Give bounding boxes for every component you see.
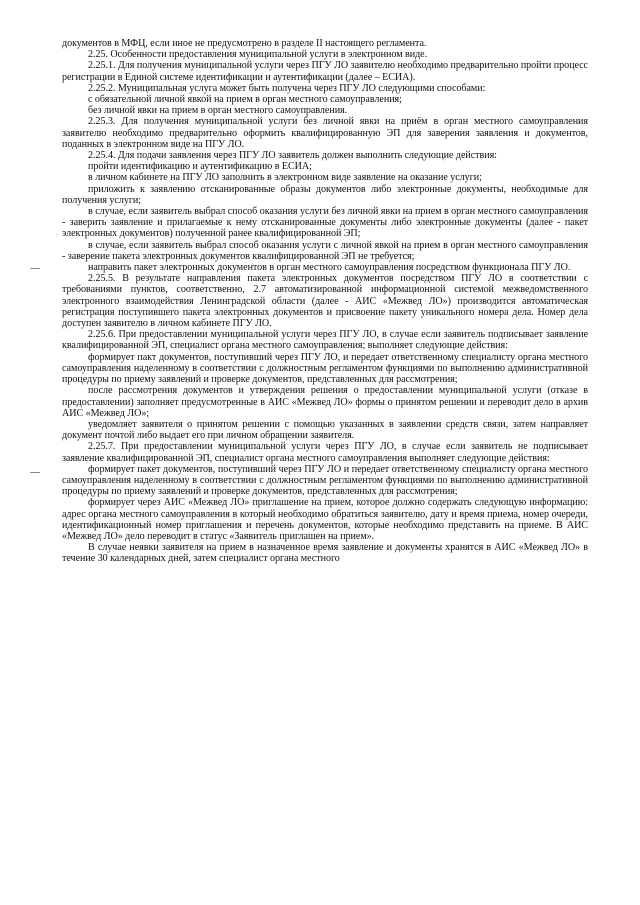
paragraph-2-25-1: 2.25.1. Для получения муниципальной услуги через ПГУ ЛО заявителю необходимо предварительно пройти процесс регистрации в Единой системе идентификации и аутентификации (далее – ЕСИА). [62,60,588,83]
paragraph-2-25-3: 2.25.3. Для получения муниципальной услуги без личной явки на приём в орган местного самоуправления заявителю необходимо предварительно оформить квалифицированную ЭП для заверения заявления и документов, поданных в электронном виде на ПГУ ЛО. [62,116,588,150]
paragraph-2-25-6: 2.25.6. При предоставлении муниципальной услуги через ПГУ ЛО, в случае если заявитель подписывает заявление квалифицированной ЭП, специалист органа местного самоуправления; выполняет следующие действия: [62,329,588,352]
margin-mark [30,472,40,473]
list-item: в случае, если заявитель выбрал способ оказания услуги без личной явки на прием в орган местного самоуправления - заверить заявление и прилагаемые к нему отсканированные документы либо электронные документы (далее - пакет электронных документов) полученной ранее квалифицированной ЭП; [62,206,588,240]
paragraph-continuation: документов в МФЦ, если иное не предусмотрено в разделе II настоящего регламента. [62,38,427,49]
list-item: после рассмотрения документов и утверждения решения о предоставлении муниципальной услуги (отказе в предоставлении) заполняет предусмотренные в АИС «Межвед ЛО» формы о принятом решении и переводит дело в архив АИС «Межвед ЛО»; [62,385,588,419]
paragraph-2-25-7: 2.25.7. При предоставлении муниципальной услуги через ПГУ ЛО, в случае если заявитель не подписывает заявление квалифицированной ЭП, специалист органа местного самоуправления выполняет следующие действия: [62,441,588,464]
list-item: в личном кабинете на ПГУ ЛО заполнить в электронном виде заявление на оказание услуги; [88,172,482,184]
margin-mark [30,268,40,269]
paragraph-2-25-5: 2.25.5. В результате направления пакета электронных документов посредством ПГУ ЛО в соответствии с требованиями пунктов, соответственно, 2.7 автоматизированной информационной системой межведомственного электронного взаимодействия Ленинградской области (далее - АИС «Межвед ЛО») производится автоматическая регистрация поступившего пакета электронных документов и присвоение пакету уникального номера дела. Номер дела доступен заявителю в личном кабинете ПГУ ЛО. [62,273,588,330]
list-item: с обязательной личной явкой на прием в орган местного самоуправления; [88,94,402,106]
list-item: в случае, если заявитель выбрал способ оказания услуги с личной явкой на прием в орган местного самоуправления - заверение пакета электронных документов квалифицированной ЭП не требуется; [62,239,588,262]
list-item: приложить к заявлению отсканированные образы документов либо электронные документы, необходимые для получения услуги; [62,183,588,206]
list-item: формирует пакт документов, поступивший через ПГУ ЛО, и передает ответственному специалисту органа местного самоуправления наделенному в соответствии с должностным регламентом функциями по выполнению административной процедуры по приему заявлений и проверке документов, представленных для рассмотрения; [62,351,588,386]
list-item: формирует через АИС «Межвед ЛО» приглашение на прием, которое должно содержать следующую информацию: адрес органа местного самоуправления в который необходимо обратиться заявителю, дату и время приема, номер очереди, идентификационный номер приглашения и перечень документов, которые необходимо представить на приеме. В АИС «Межвед ЛО» дело переводит в статус «Заявитель приглашен на прием». [62,497,588,542]
paragraph-no-show: В случае неявки заявителя на прием в назначенное время заявление и документы хранятся в АИС «Межвед ЛО» в течение 30 календарных дней, затем специалист органа местного [62,542,588,565]
list-item: без личной явки на прием в орган местного самоуправления. [88,105,348,117]
list-item: пройти идентификацию и аутентификацию в ЕСИА; [88,161,312,173]
paragraph-2-25-4: 2.25.4. Для подачи заявления через ПГУ ЛО заявитель должен выполнить следующие действия: [88,150,497,162]
list-item: направить пакет электронных документов в орган местного самоуправления посредством функционала ПГУ ЛО. [88,262,571,274]
paragraph-2-25-2: 2.25.2. Муниципальная услуга может быть получена через ПГУ ЛО следующими способами: [88,82,486,94]
list-item: уведомляет заявителя о принятом решении с помощью указанных в заявлении средств связи, затем направляет документ почтой либо выдает его при личном обращении заявителя. [62,418,588,442]
list-item: формирует пакет документов, поступивший через ПГУ ЛО и передает ответственному специалисту органа местного самоуправления наделенному в соответствии с должностным регламентом функциями по выполнению административной процедуры по приему заявлений и проверке документов, представленных для рассмотрения; [62,463,588,498]
section-heading-2-25: 2.25. Особенности предоставления муниципальной услуги в электронном виде. [88,49,428,61]
